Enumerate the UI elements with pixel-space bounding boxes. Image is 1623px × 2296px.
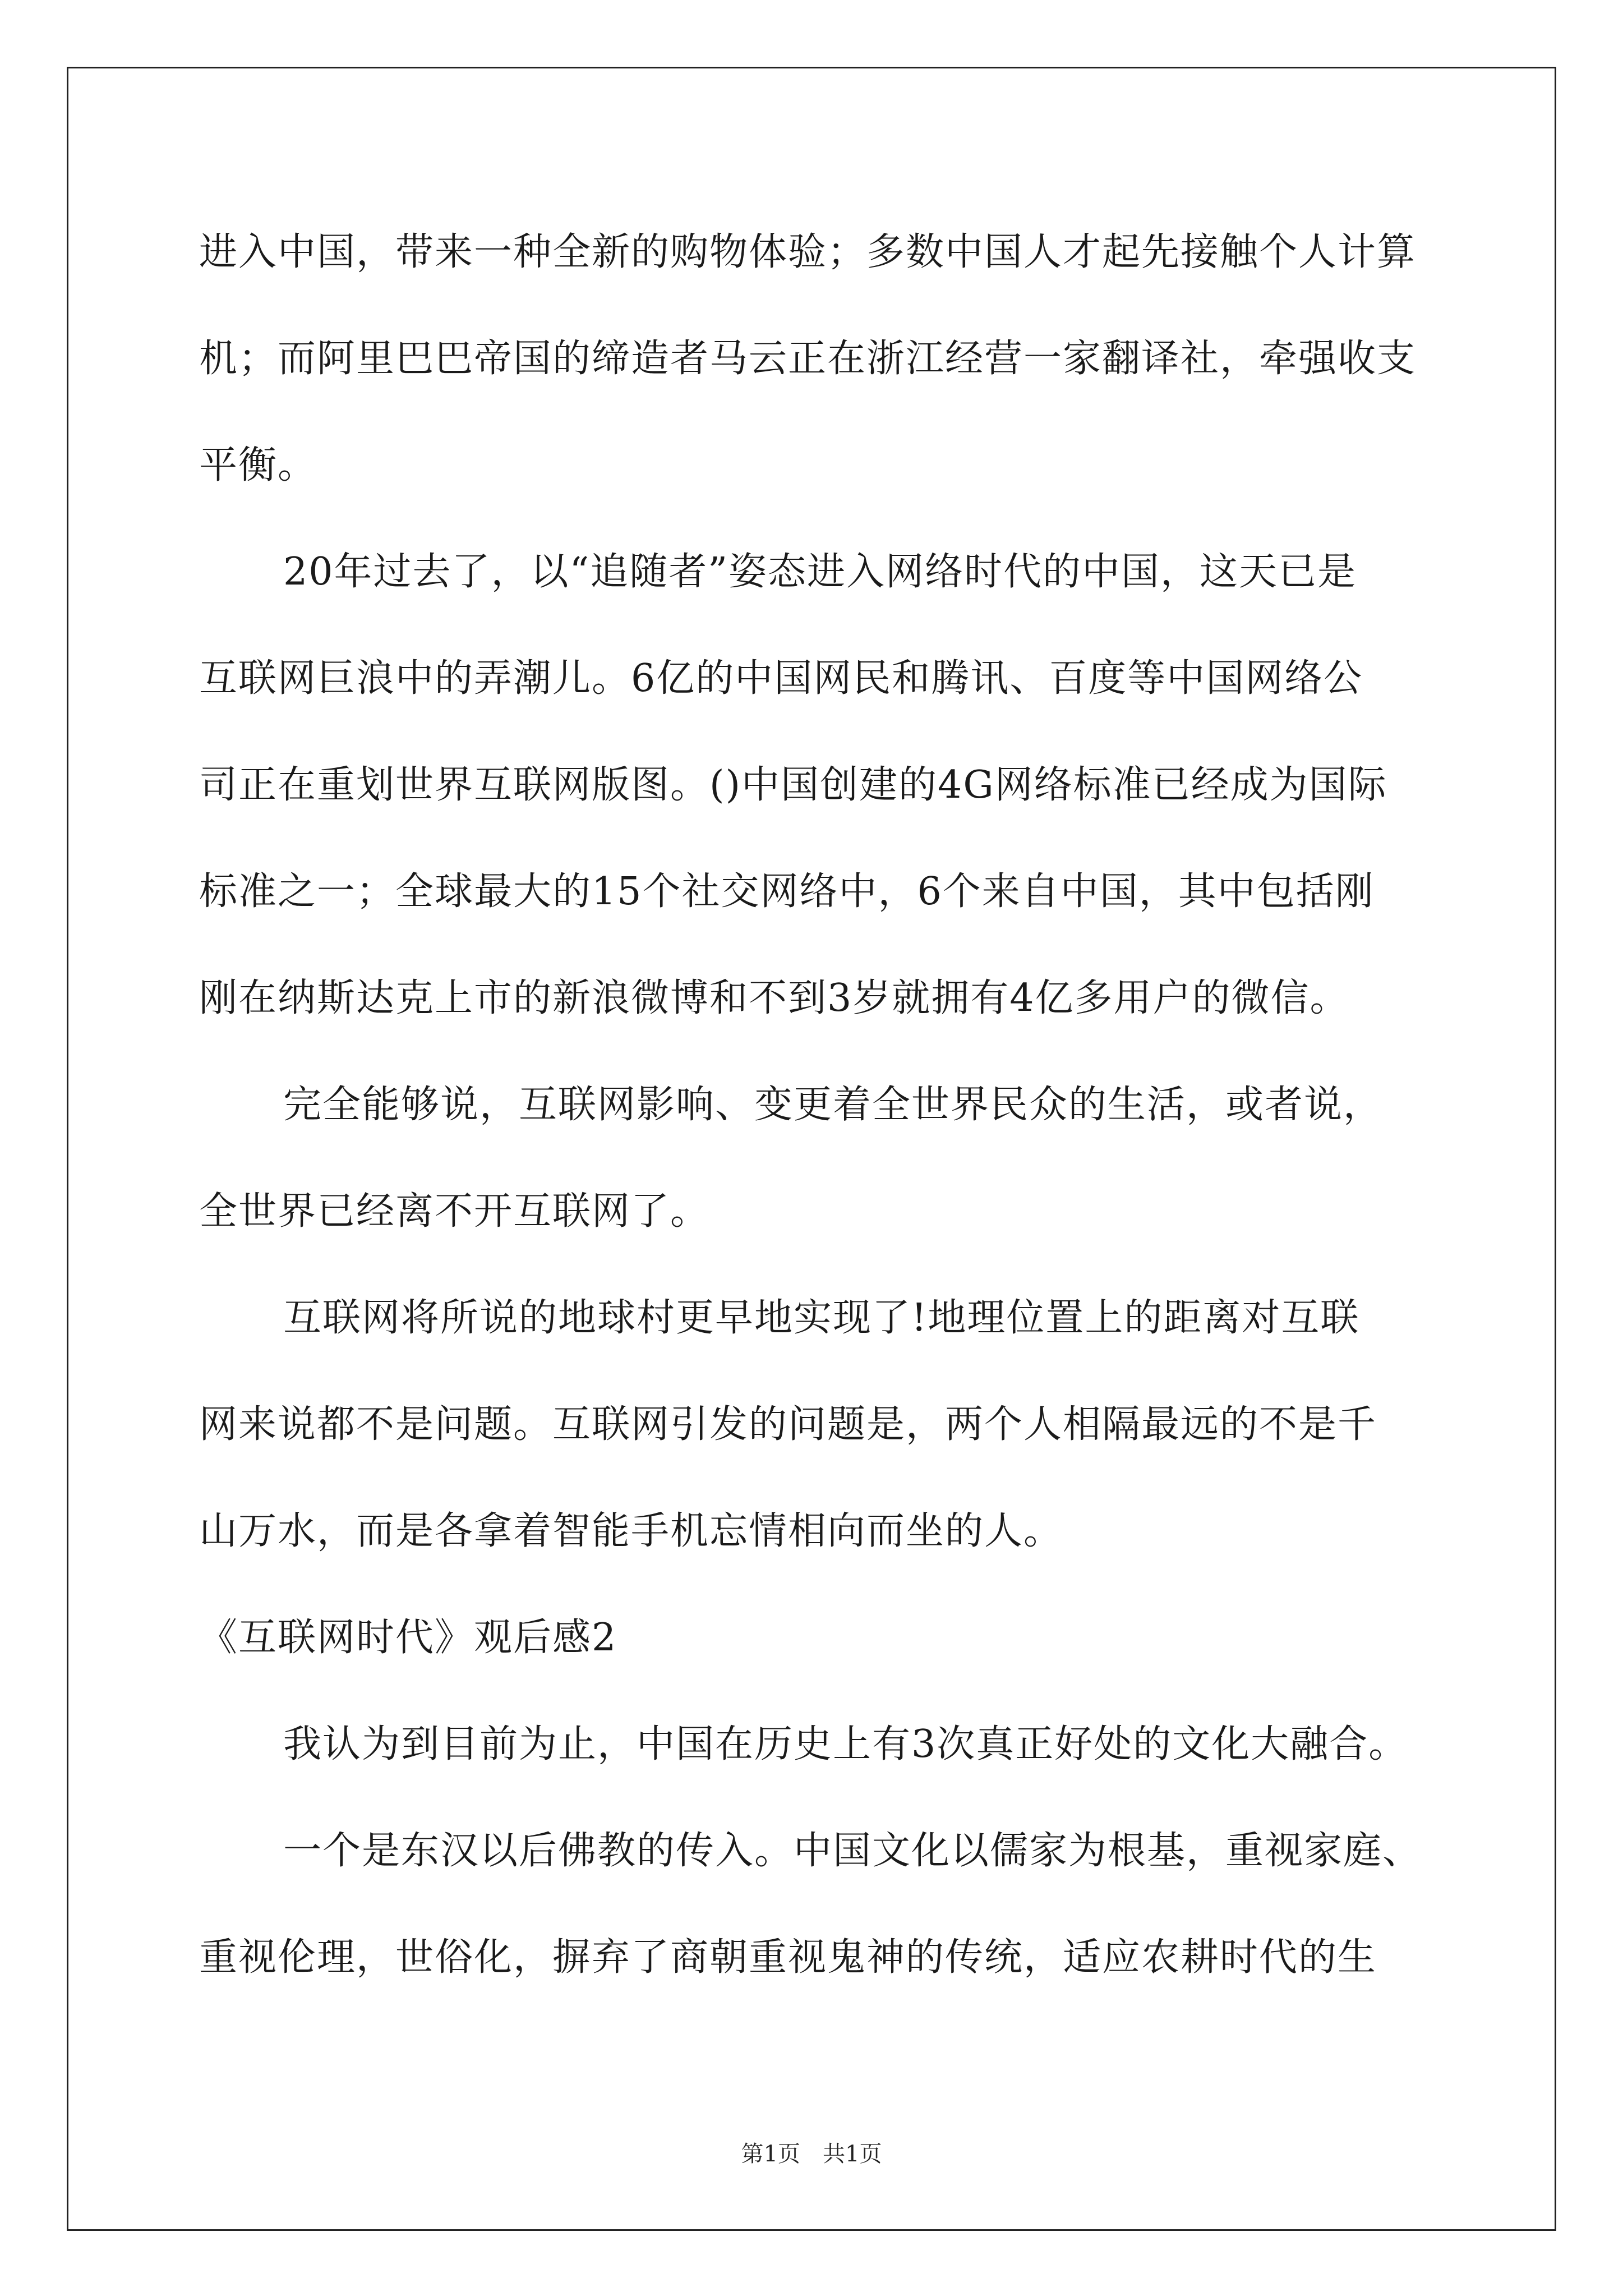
section-heading: 《互联网时代》观后感2 xyxy=(199,1616,617,1660)
paragraph-first-line: 互联网将所说的地球村更早地实现了!地理位置上的距离对互联 xyxy=(283,1296,1360,1340)
text-line: 机；而阿里巴巴帝国的缔造者马云正在浙江经营一家翻译社，牵强收支 xyxy=(199,337,1417,381)
paragraph-first-line: 我认为到目前为止，中国在历史上有3次真正好处的文化大融合。 xyxy=(283,1722,1408,1766)
text-line: 进入中国，带来一种全新的购物体验；多数中国人才起先接触个人计算 xyxy=(199,230,1417,274)
text-line: 山万水，而是各拿着智能手机忘情相向而坐的人。 xyxy=(199,1509,1063,1553)
text-line: 标准之一；全球最大的15个社交网络中，6个来自中国，其中包括刚 xyxy=(199,869,1375,914)
text-line: 刚在纳斯达克上市的新浪微博和不到3岁就拥有4亿多用户的微信。 xyxy=(199,976,1349,1020)
page-footer: 第1页 共1页 xyxy=(741,2141,882,2167)
paragraph-first-line: 一个是东汉以后佛教的传入。中国文化以儒家为根基，重视家庭、 xyxy=(283,1829,1422,1873)
text-line: 互联网巨浪中的弄潮儿。6亿的中国网民和腾讯、百度等中国网络公 xyxy=(199,656,1363,701)
text-line: 网来说都不是问题。互联网引发的问题是，两个人相隔最远的不是千 xyxy=(199,1402,1377,1447)
text-line: 平衡。 xyxy=(199,443,317,487)
paragraph-first-line: 20年过去了，以“追随者”姿态进入网络时代的中国，这天已是 xyxy=(283,550,1357,594)
text-line: 司正在重划世界互联网版图。()中国创建的4G网络标准已经成为国际 xyxy=(199,763,1387,807)
document-body xyxy=(199,199,1433,2011)
paragraph-first-line: 完全能够说，互联网影响、变更着全世界民众的生活，或者说， xyxy=(283,1083,1383,1127)
text-line: 全世界已经离不开互联网了。 xyxy=(199,1189,710,1234)
text-line: 重视伦理，世俗化，摒弃了商朝重视鬼神的传统，适应农耕时代的生 xyxy=(199,1935,1377,1980)
